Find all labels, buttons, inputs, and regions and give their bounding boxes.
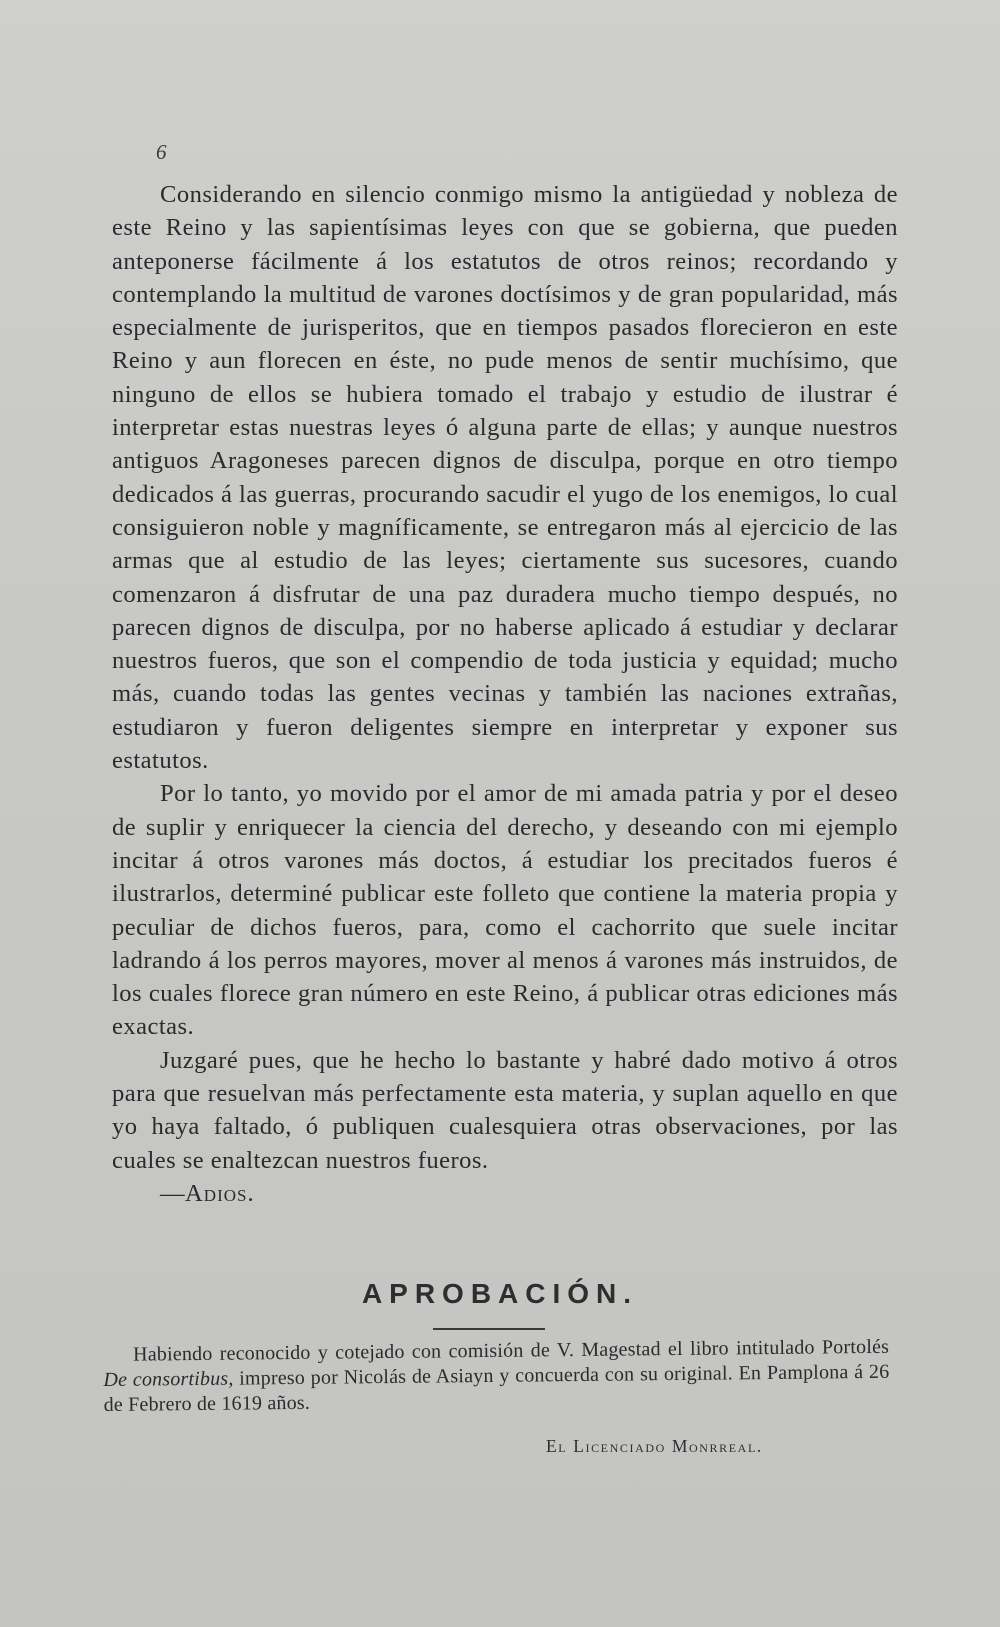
approval-text-start: Habiendo reconocido y cotejado con comisión de V. Magestad el libro intitulado Portolés [133, 1335, 890, 1366]
book-title: De consortibus [103, 1367, 229, 1391]
paragraph-3: Juzgaré pues, que he hecho lo bastante y habré dado motivo á otros para que resuelvan más perfectamente esta materia, y suplan aquello en que yo haya faltado, ó publiquen cualesquiera otras observaciones, por las cuales se enaltezcan nuestros fueros. [112, 1046, 898, 1174]
page-number: 6 [156, 140, 167, 164]
approval-heading: APROBACIÓN. [361, 1278, 639, 1309]
approval-divider [433, 1328, 545, 1330]
body-text [112, 178, 898, 1210]
farewell-dash: — [160, 1179, 186, 1207]
paragraph-1: Considerando en silencio conmigo mismo la antigüedad y nobleza de este Reino y las sapientísimas leyes con que se gobierna, que pueden anteponerse fácilmente á los estatutos de otros reinos; recordando y contemplando la multitud de varones doctísimos y de gran popularidad, más especialmente de jurisperitos, que en tiempos pasados florecieron en este Reino y aun florecen en éste, no pude menos de sentir muchísimo, que ninguno de ellos se hubiera tomado el trabajo y estudio de ilustrar é interpretar estas nuestras leyes ó alguna parte de ellas; y aunque nuestros antiguos Aragoneses parecen dignos de disculpa, porque en otro tiempo dedicados á las guerras, procurando sacudir el yugo de los enemigos, lo cual consiguieron noble y magníficamente, se entregaron más al ejercicio de las armas que al estudio de las leyes; ciertamente sus sucesores, cuando comenzaron á disfrutar de una paz duradera mucho tiempo después, no parecen dignos de disculpa, por no haberse aplicado á estudiar y declarar nuestros fueros, que son el compendio de toda justicia y equidad; mucho más, cuando todas las gentes vecinas y también las naciones extrañas, estudiaron y fueron deligentes siempre en interpretar y exponer sus estatutos. [112, 181, 898, 775]
approval-signature: El Licenciado Monrreal. [546, 1436, 763, 1456]
approval-text-end: , impreso por Nicolás de Asiayn y concuerda con su original. En Pamplona á 26 de Febrero de 1619 años. [103, 1360, 890, 1416]
approval-text [103, 1335, 890, 1418]
approval-paragraph [103, 1335, 890, 1418]
paragraph-2: Por lo tanto, yo movido por el amor de mi amada patria y por el deseo de suplir y enriquecer la ciencia del derecho, y deseando con mi ejemplo incitar á otros varones más doctos, á estudiar los precitados fueros é ilustrarlos, determiné publicar este folleto que contiene la materia propia y peculiar de dichos fueros, para, como el cachorrito que suele incitar ladrando á los perros mayores, mover al menos á varones más instruidos, de los cuales florece gran número en este Reino, á publicar otras ediciones más exactas. [112, 780, 898, 1041]
farewell-line [112, 1177, 898, 1210]
farewell: Adios. [185, 1179, 255, 1207]
